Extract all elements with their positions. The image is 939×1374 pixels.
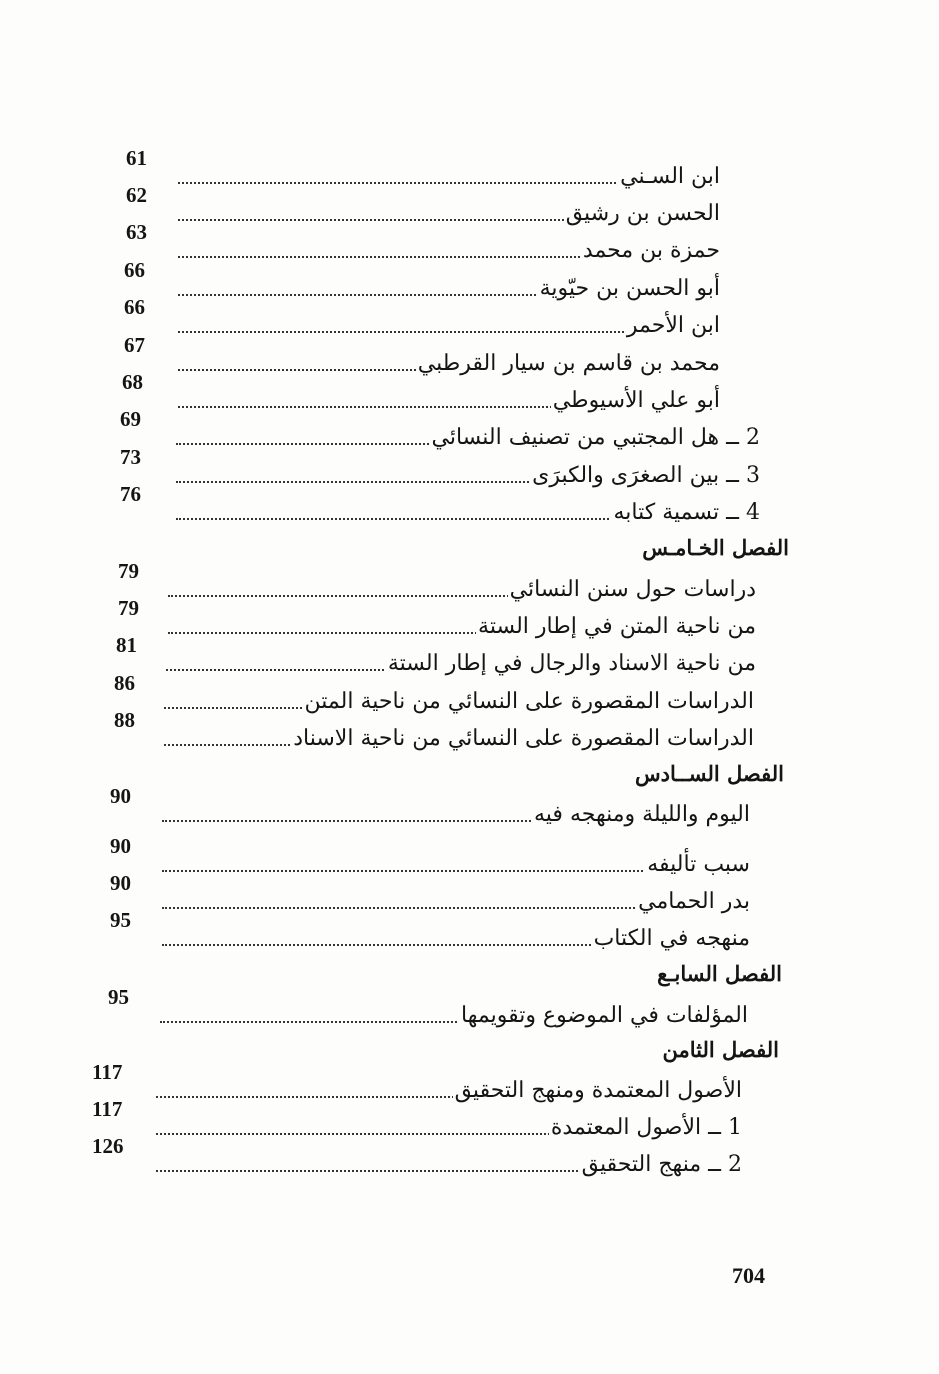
page-number: 69 (120, 407, 141, 431)
toc-entry (120, 220, 720, 268)
page-number: 68 (122, 370, 143, 394)
toc-entry (110, 784, 750, 832)
chapter-heading: الفصل الخـامـس (642, 535, 789, 560)
entry-title: 3 ــ بين الصغرَى والكبرَى (530, 459, 760, 493)
entry-title: أبو الحسن بن حيّوية (538, 272, 720, 306)
entry-title: 1 ــ الأصول المعتمدة (549, 1111, 742, 1145)
entry-title: الدراسات المقصورة على النسائي من ناحية المتن (303, 685, 754, 719)
toc-entry (92, 1060, 742, 1108)
toc-entry (120, 482, 760, 530)
entry-title: الحسن بن رشيق (564, 197, 720, 231)
page-number: 66 (124, 295, 145, 319)
page-number: 86 (114, 671, 135, 695)
toc-entry (92, 1097, 742, 1145)
entry-title: المؤلفات في الموضوع وتقويمها (459, 999, 748, 1033)
entry-title: دراسات حول سنن النسائي (508, 573, 756, 607)
entry-title: الأصول المعتمدة ومنهج التحقيق (453, 1074, 742, 1108)
chapter-heading: الفصل الســادس (635, 761, 784, 786)
toc-entry (110, 908, 750, 956)
toc-entry (116, 633, 756, 681)
chapter-heading: الفصل الثامن (662, 1037, 779, 1062)
toc-entry (120, 295, 720, 343)
toc-entry (92, 1134, 742, 1182)
page-number: 81 (116, 633, 137, 657)
toc-entry (116, 559, 756, 607)
toc-entry (120, 258, 720, 306)
page-number: 95 (108, 985, 129, 1009)
entry-title: بدر الحمامي (636, 885, 750, 919)
page-number: 76 (120, 482, 141, 506)
page-number: 63 (126, 220, 147, 244)
page-folio: 704 (732, 1263, 765, 1288)
entry-title: أبو علي الأسيوطي (551, 384, 720, 418)
page-number: 67 (124, 333, 145, 357)
entry-title: 2 ــ هل المجتبي من تصنيف النسائي (430, 421, 761, 455)
entry-title: حمزة بن محمد (581, 234, 720, 268)
entry-title: ابن الأحمر (625, 309, 720, 343)
chapter-heading: الفصل السابـع (657, 961, 782, 986)
toc-entry (120, 445, 760, 493)
toc-entry (120, 333, 720, 381)
page-number: 79 (118, 596, 139, 620)
page-number: 95 (110, 908, 131, 932)
page-number: 126 (92, 1134, 124, 1158)
page-number: 61 (126, 146, 147, 170)
entry-title: منهجه في الكتاب (592, 922, 750, 956)
page-number: 88 (114, 708, 135, 732)
toc-entry (114, 708, 754, 756)
entry-title: ابن السـني (618, 160, 720, 194)
entry-title: من ناحية الاسناد والرجال في إطار الستة (386, 647, 756, 681)
toc-entry (120, 183, 720, 231)
entry-title: 4 ــ تسمية كتابه (611, 496, 760, 530)
page-number: 62 (126, 183, 147, 207)
page-number: 117 (92, 1060, 123, 1084)
page-number: 117 (92, 1097, 123, 1121)
entry-title: محمد بن قاسم بن سيار القرطبي (416, 347, 720, 381)
toc-entry (110, 834, 750, 882)
entry-title: سبب تأليفه (645, 848, 750, 882)
entry-title: 2 ــ منهج التحقيق (580, 1148, 742, 1182)
toc-entry (110, 871, 750, 919)
page-number: 66 (124, 258, 145, 282)
entry-title: اليوم والليلة ومنهجه فيه (532, 798, 750, 832)
entry-title: من ناحية المتن في إطار الستة (476, 610, 756, 644)
toc-entry (116, 596, 756, 644)
page-number: 90 (110, 871, 131, 895)
toc-entry (120, 407, 760, 455)
toc-entry (120, 146, 720, 194)
page-number: 90 (110, 784, 131, 808)
page-number: 79 (118, 559, 139, 583)
toc-entry (120, 370, 720, 418)
page-number: 90 (110, 834, 131, 858)
toc-entry (114, 671, 754, 719)
toc-entry (108, 985, 748, 1033)
entry-title: الدراسات المقصورة على النسائي من ناحية الاسناد (291, 722, 754, 756)
page-number: 73 (120, 445, 141, 469)
